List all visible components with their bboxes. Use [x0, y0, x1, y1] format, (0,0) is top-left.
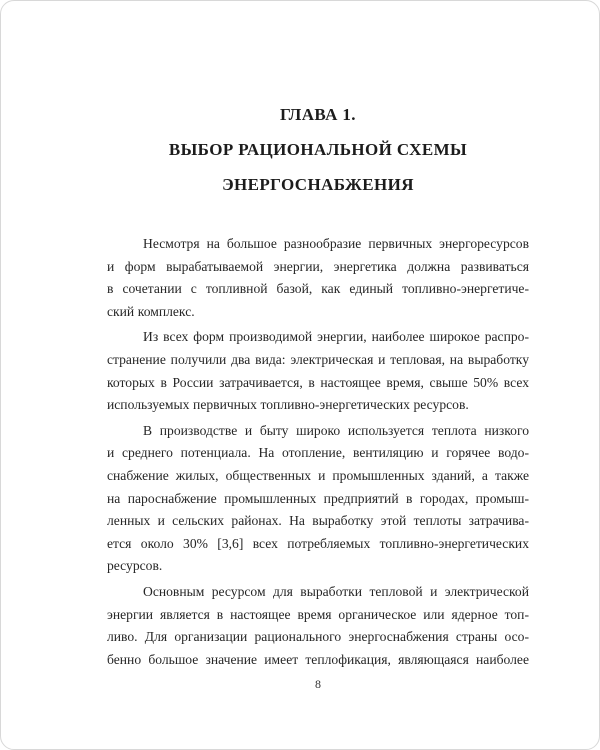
text-line: странение получили два вида: электрическая и тепловая, на выработку — [107, 351, 529, 367]
page-number: 8 — [315, 677, 321, 691]
text-line: используемых первичных топливно-энергетических ресурсов. — [107, 397, 469, 413]
text-line: В производстве и быту широко используется теплота низкого — [143, 422, 529, 438]
body-text — [107, 233, 529, 671]
text-line: бенно большое значение имеет теплофикация, являющаяся наиболее — [107, 651, 529, 667]
paragraph — [107, 233, 529, 323]
text-line: ресурсов. — [107, 558, 163, 574]
text-line: в сочетании с топливной базой, как единый топливно-энергетиче- — [107, 281, 529, 297]
text-line: Несмотря на большое разнообразие первичных энергоресурсов — [143, 236, 529, 251]
paragraph — [107, 581, 529, 671]
text-line: которых в России затрачивается, в настоящее время, свыше 50% всех — [107, 374, 529, 390]
paragraph — [107, 420, 529, 578]
chapter-heading-line: ВЫБОР РАЦИОНАЛЬНОЙ СХЕМЫ — [168, 140, 468, 159]
text-line: и среднего потенциала. На отопление, вентиляцию и горячее водо- — [107, 445, 529, 461]
text-line: ленных и сельских районах. На выработку этой теплоты затрачива- — [107, 513, 529, 529]
text-line: снабжение жилых, общественных и промышленных зданий, а также — [107, 467, 529, 483]
text-line: ский комплекс. — [107, 303, 195, 319]
text-line: Основным ресурсом для выработки тепловой и электрической — [143, 583, 529, 599]
page-content — [107, 1, 529, 674]
text-line: на пароснабжение промышленных предприятий в городах, промыш- — [107, 490, 529, 506]
paragraph — [107, 326, 529, 416]
text-line: Из всех форм производимой энергии, наиболее широкое распро- — [143, 329, 529, 345]
chapter-heading-line: ЭНЕРГОСНАБЖЕНИЯ — [222, 175, 414, 194]
text-line: ется около 30% [3,6] всех потребляемых топливно-энергетических — [107, 535, 529, 551]
chapter-heading-line: ГЛАВА 1. — [280, 105, 356, 124]
chapter-heading — [107, 97, 529, 202]
text-line: и форм вырабатываемой энергии, энергетика должна развиваться — [107, 258, 529, 274]
text-line: ливо. Для организации рационального энергоснабжения страны осо- — [107, 629, 529, 645]
text-line: энергии является в настоящее время органическое или ядерное топ- — [107, 606, 529, 622]
